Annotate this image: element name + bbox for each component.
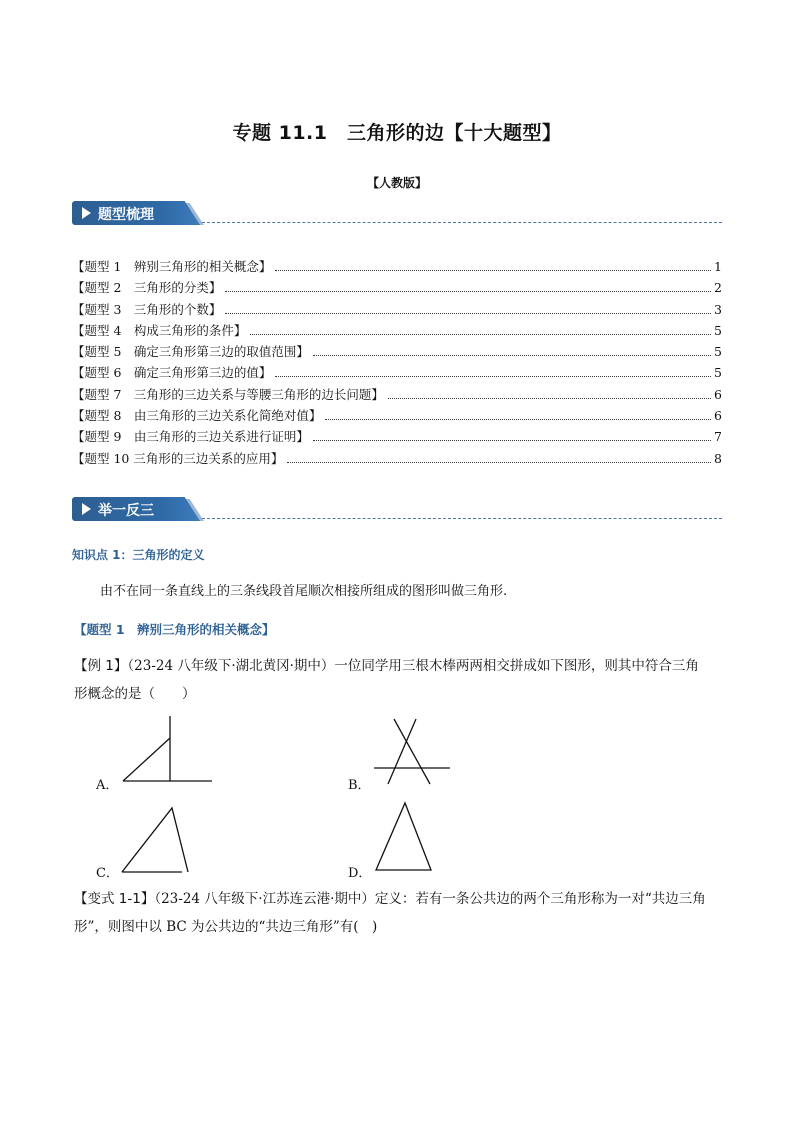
toc-leader xyxy=(325,418,711,420)
toc-page: 8 xyxy=(714,450,722,466)
toc-page: 6 xyxy=(714,408,722,424)
toc-page: 7 xyxy=(714,429,722,445)
toc-entry[interactable] xyxy=(72,427,722,448)
page-title: 专题 11.1 三角形的边【十大题型】 xyxy=(232,122,562,144)
option-d-label: D． xyxy=(348,866,372,881)
option-a-label: A． xyxy=(96,778,119,793)
option-b-label: B． xyxy=(348,778,371,793)
example-label: 【例 1】 xyxy=(74,658,128,674)
toc-label: 【题型 6 确定三角形第三边的值】 xyxy=(72,365,272,381)
toc-label: 【题型 10 三角形的三边关系的应用】 xyxy=(72,450,284,466)
variant-label: 【变式 1-1】 xyxy=(74,891,155,907)
toc-label: 【题型 1 辨别三角形的相关概念】 xyxy=(72,259,272,274)
toc-page: 5 xyxy=(714,365,722,381)
dashed-divider xyxy=(202,518,722,519)
variant-text-line1: （23-24 八年级下·江苏连云港·期中）定义：若有一条公共边的两个三角形称为一对“共边三角 xyxy=(154,891,706,907)
toc-label: 【题型 7 三角形的三边关系与等腰三角形的边长问题】 xyxy=(72,386,384,402)
example-text-line1: （23-24 八年级下·湖北黄冈·期中）一位同学用三根木棒两两相交拼成如下图形，则其中符合三角 xyxy=(127,658,699,674)
play-arrow-icon xyxy=(82,207,91,219)
option-a-figure xyxy=(118,714,218,788)
option-c-figure xyxy=(118,804,196,876)
play-arrow-icon xyxy=(82,503,91,515)
toc-label: 【题型 4 构成三角形的条件】 xyxy=(72,322,247,338)
section-header-practice xyxy=(72,497,722,523)
toc-entry[interactable] xyxy=(72,406,722,427)
section-header-toc xyxy=(72,201,722,227)
knowledge-point-heading: 知识点 1：三角形的定义 xyxy=(72,548,205,562)
toc-page: 3 xyxy=(714,301,722,317)
toc-page: 6 xyxy=(714,386,722,402)
toc-page: 5 xyxy=(714,322,722,338)
toc-leader xyxy=(250,333,711,335)
variant-text-line2: 形”，则图中以 BC 为公共边的“共边三角形”有( ) xyxy=(74,919,378,935)
toc-leader xyxy=(287,461,711,463)
toc-page: 5 xyxy=(714,344,722,360)
toc-label: 【题型 3 三角形的个数】 xyxy=(72,301,222,317)
toc-leader xyxy=(225,312,711,314)
triangle-definition: 由不在同一条直线上的三条线段首尾顺次相接所组成的图形叫做三角形. xyxy=(100,584,508,599)
toc-leader xyxy=(313,439,711,441)
section-label: 举一反三 xyxy=(98,503,154,519)
toc-entry[interactable] xyxy=(72,342,722,363)
question-type-heading: 【题型 1 辨别三角形的相关概念】 xyxy=(74,622,275,637)
toc-page: 2 xyxy=(714,280,722,296)
toc-entry[interactable] xyxy=(72,321,722,342)
section-label: 题型梳理 xyxy=(98,207,154,223)
toc-page: 1 xyxy=(714,259,722,274)
example-1-question xyxy=(74,652,726,708)
example-text-line2: 形概念的是（ ） xyxy=(74,686,196,702)
toc-entry[interactable] xyxy=(72,300,722,321)
toc-leader xyxy=(388,397,711,399)
edition-subtitle: 【人教版】 xyxy=(366,176,427,190)
toc-entry[interactable] xyxy=(72,449,722,470)
option-c-label: C． xyxy=(96,866,119,881)
toc-leader xyxy=(313,354,711,356)
toc-entry[interactable] xyxy=(72,257,722,278)
toc-entry[interactable] xyxy=(72,385,722,406)
toc-leader xyxy=(275,375,711,377)
option-b-figure xyxy=(370,716,454,788)
toc-label: 【题型 9 由三角形的三边关系进行证明】 xyxy=(72,429,309,445)
option-d-figure xyxy=(372,800,436,874)
toc-label: 【题型 2 三角形的分类】 xyxy=(72,280,222,296)
dashed-divider xyxy=(202,222,722,223)
toc-entry[interactable] xyxy=(72,363,722,384)
toc-label: 【题型 8 由三角形的三边关系化简绝对值】 xyxy=(72,408,322,424)
toc-leader xyxy=(275,269,711,271)
table-of-contents xyxy=(72,257,722,470)
toc-entry[interactable] xyxy=(72,278,722,299)
variant-1-1-question xyxy=(74,885,726,941)
toc-label: 【题型 5 确定三角形第三边的取值范围】 xyxy=(72,344,309,360)
toc-leader xyxy=(225,290,711,292)
